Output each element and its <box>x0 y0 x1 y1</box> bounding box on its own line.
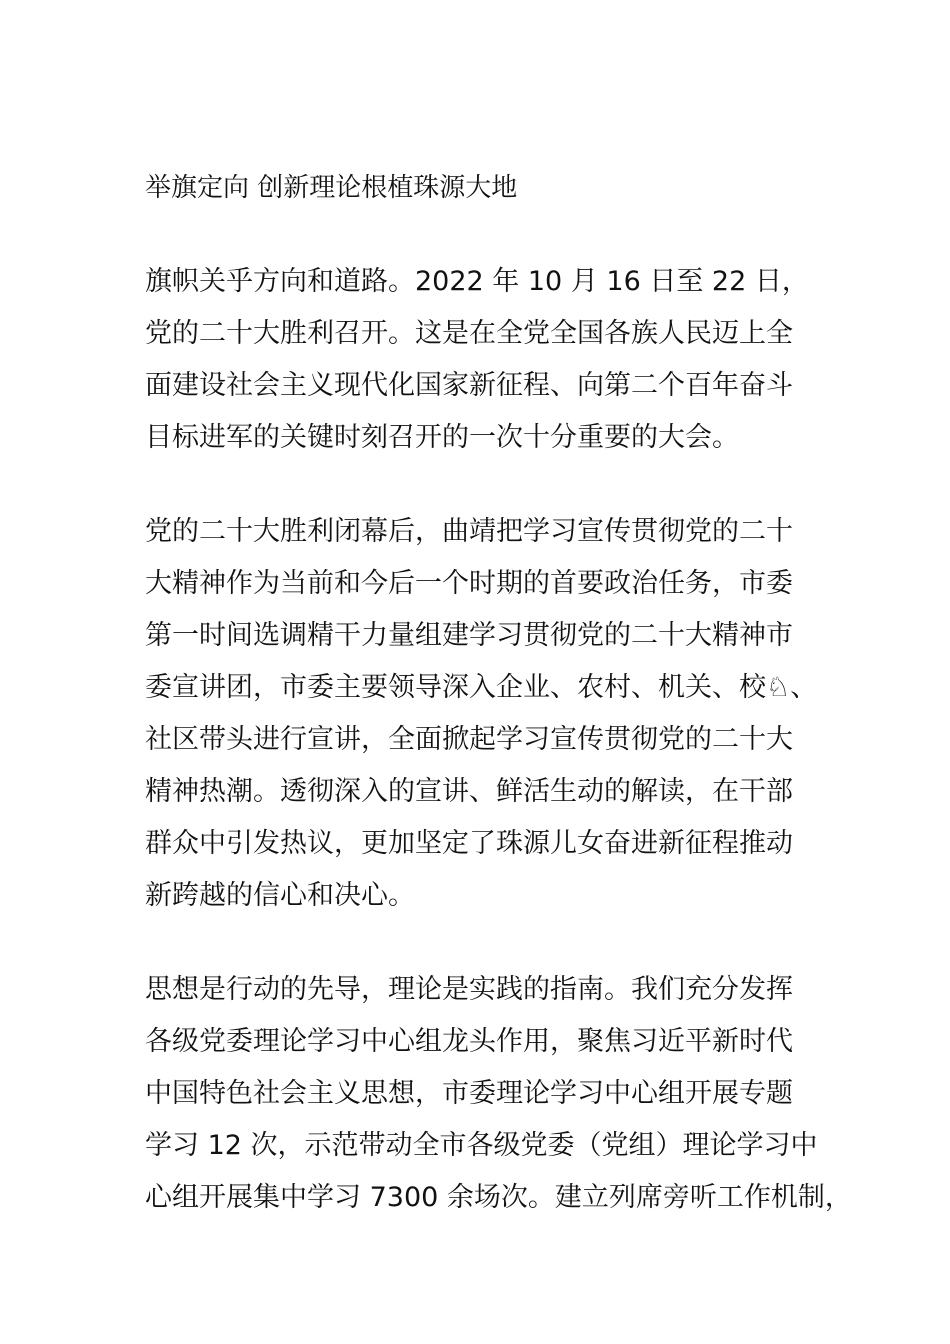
paragraph-line: 面建设社会主义现代化国家新征程、向第二个百年奋斗 <box>145 370 793 401</box>
paragraph-line: 党的二十大胜利闭幕后，曲靖把学习宣传贯彻党的二十 <box>145 516 793 547</box>
paragraph-line: 精神热潮。透彻深入的宣讲、鲜活生动的解读，在干部 <box>145 776 793 807</box>
paragraph-line: 旗帜关乎方向和道路。2022 年 10 月 16 日至 22 日， <box>145 266 809 297</box>
paragraph-line: 中国特色社会主义思想，市委理论学习中心组开展专题 <box>145 1078 793 1109</box>
paragraph-line: 委宣讲团，市委主要领导深入企业、农村、机关、校♘、 <box>145 672 818 703</box>
paragraph-line: 学习 12 次，示范带动全市各级党委（党组）理论学习中 <box>145 1130 818 1161</box>
paragraph-3 <box>145 964 852 1224</box>
paragraph-line: 目标进军的关键时刻召开的一次十分重要的大会。 <box>145 422 739 453</box>
paragraph-line: 大精神作为当前和今后一个时期的首要政治任务，市委 <box>145 568 793 599</box>
section-heading: 举旗定向 创新理论根植珠源大地 <box>145 173 518 203</box>
paragraph-line: 心组开展集中学习 7300 余场次。建立列席旁听工作机制， <box>145 1182 852 1213</box>
paragraph-line: 社区带头进行宣讲，全面掀起学习宣传贯彻党的二十大 <box>145 724 793 755</box>
paragraph-1 <box>145 256 825 464</box>
paragraph-line: 各级党委理论学习中心组龙头作用，聚焦习近平新时代 <box>145 1026 793 1057</box>
paragraph-line: 新跨越的信心和决心。 <box>145 880 415 911</box>
paragraph-line: 思想是行动的先导，理论是实践的指南。我们充分发挥 <box>145 974 793 1005</box>
paragraph-line: 第一时间选调精干力量组建学习贯彻党的二十大精神市 <box>145 620 793 651</box>
paragraph-line: 群众中引发热议，更加坚定了珠源儿女奋进新征程推动 <box>145 828 793 859</box>
paragraph-2 <box>145 506 825 922</box>
paragraph-line: 党的二十大胜利召开。这是在全党全国各族人民迈上全 <box>145 318 793 349</box>
